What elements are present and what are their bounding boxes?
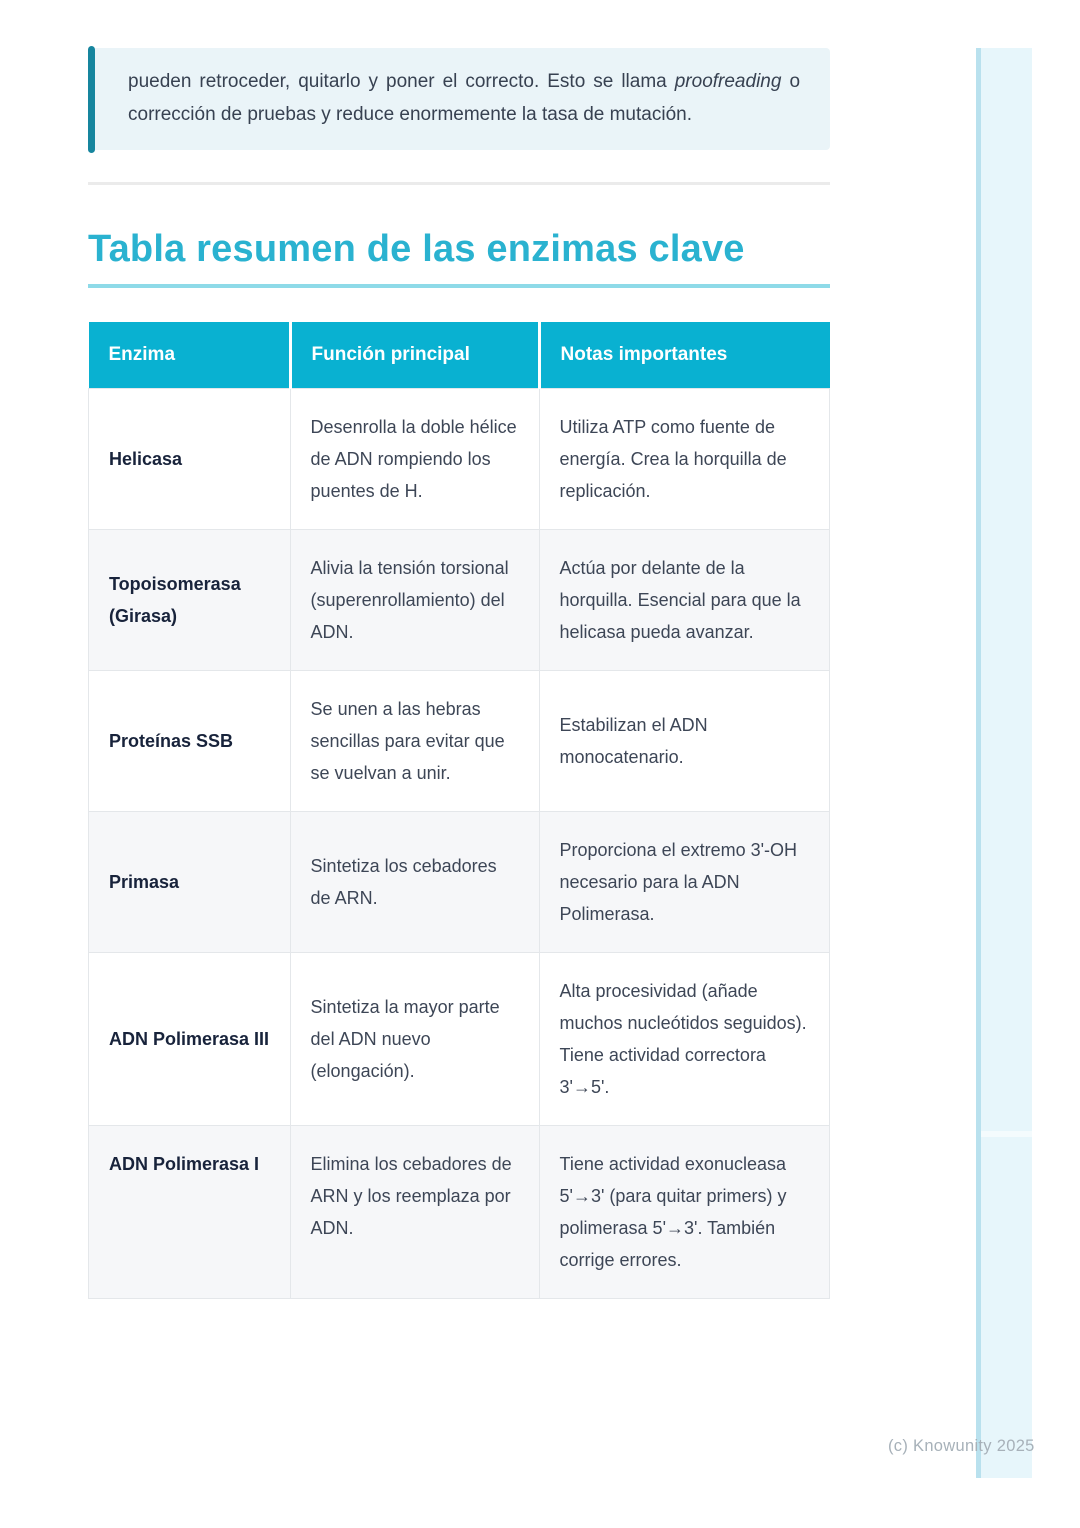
enzyme-cell: Helicasa [89,389,291,530]
page-edge-bar [976,48,1032,1478]
column-header-enzima: Enzima [89,322,291,389]
column-header-funcion: Función principal [290,322,539,389]
enzymes-table [88,322,830,1299]
enzyme-cell: ADN Polimerasa III [89,953,291,1126]
notes-cell: Utiliza ATP como fuente de energía. Crea la horquilla de replicación. [539,389,829,530]
enzyme-cell: Proteínas SSB [89,671,291,812]
enzyme-cell: Topoisomerasa (Girasa) [89,530,291,671]
table-row [89,671,830,812]
callout-text-after: o corrección de pruebas y reduce enormemente la tasa de mutación. [128,71,801,125]
page-title: Tabla resumen de las enzimas clave [88,228,745,270]
page-content [88,48,830,1299]
function-cell: Elimina los cebadores de ARN y los reemplaza por ADN. [290,1126,539,1299]
table-row [89,530,830,671]
page-edge-bar-seam [981,1131,1032,1137]
notes-cell: Proporciona el extremo 3'-OH necesario para la ADN Polimerasa. [539,812,829,953]
function-cell: Sintetiza los cebadores de ARN. [290,812,539,953]
enzyme-cell: ADN Polimerasa I [89,1126,291,1299]
callout [88,48,830,150]
table-row [89,389,830,530]
copyright-watermark: (c) Knowunity 2025 [888,1437,1035,1455]
title-underline [88,284,830,288]
table-header-row [89,322,830,389]
notes-cell: Actúa por delante de la horquilla. Esencial para que la helicasa pueda avanzar. [539,530,829,671]
callout-text-before: pueden retroceder, quitarlo y poner el correcto. Esto se llama [128,71,667,92]
notes-cell: Estabilizan el ADN monocatenario. [539,671,829,812]
notes-cell: Tiene actividad exonucleasa 5'→3' (para quitar primers) y polimerasa 5'→3'. También corrige errores. [539,1126,829,1299]
table-row [89,953,830,1126]
function-cell: Se unen a las hebras sencillas para evitar que se vuelvan a unir. [290,671,539,812]
callout-accent-bar [88,46,95,153]
callout-italic-term: proofreading [674,71,782,92]
callout-text [95,48,830,150]
column-header-notas: Notas importantes [539,322,829,389]
notes-cell: Alta procesividad (añade muchos nucleótidos seguidos). Tiene actividad correctora 3'→5'. [539,953,829,1126]
function-cell: Sintetiza la mayor parte del ADN nuevo (elongación). [290,953,539,1126]
table-row [89,1126,830,1299]
function-cell: Desenrolla la doble hélice de ADN rompiendo los puentes de H. [290,389,539,530]
enzyme-cell: Primasa [89,812,291,953]
function-cell: Alivia la tensión torsional (superenrollamiento) del ADN. [290,530,539,671]
section-divider [88,182,830,185]
table-row [89,812,830,953]
